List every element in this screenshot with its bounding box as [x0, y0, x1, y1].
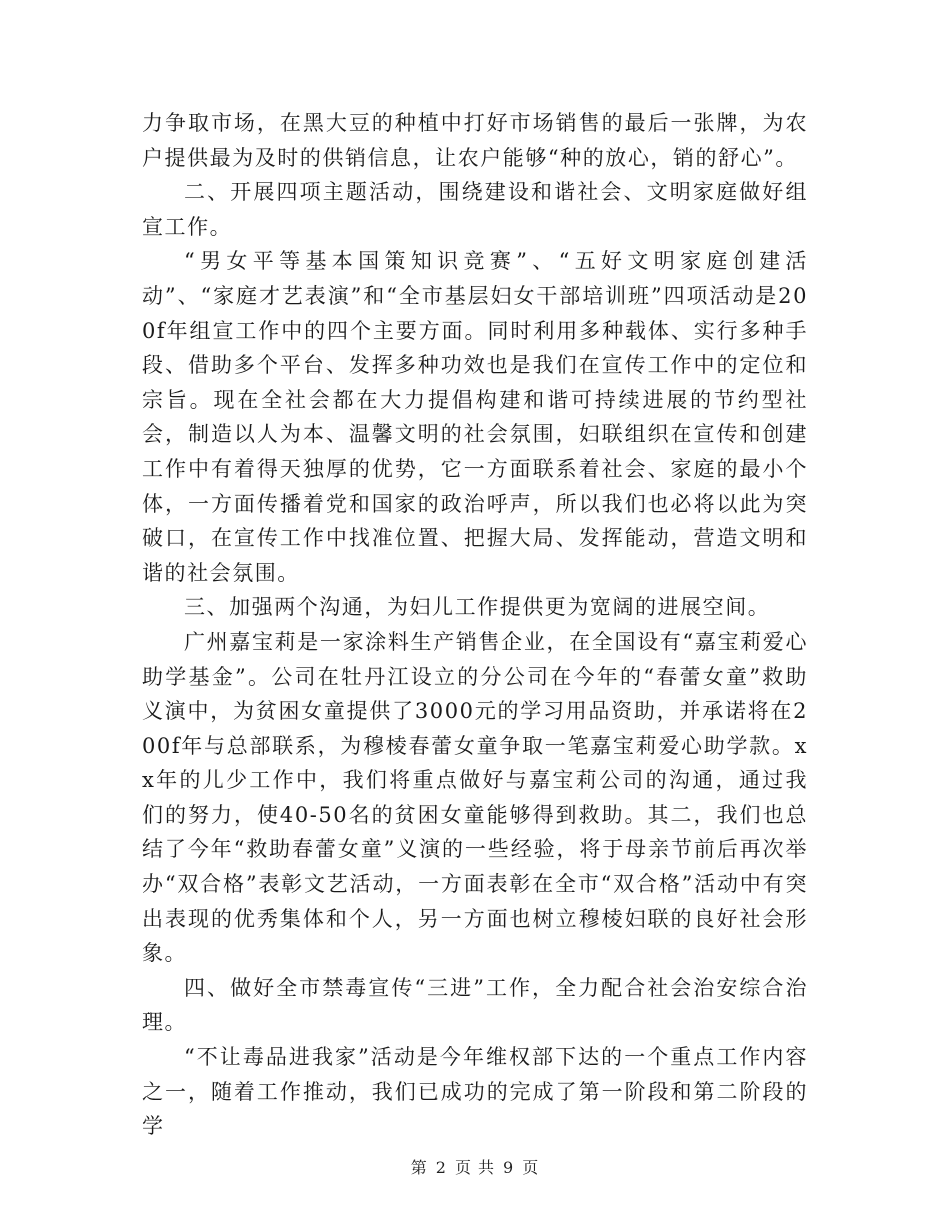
- paragraph: “不让毒品进我家”活动是今年维权部下达的一个重点工作内容之一，随着工作推动，我们已成功的完成了第一阶段和第二阶段的学: [142, 1045, 808, 1139]
- section-heading: 二、开展四项主题活动，围绕建设和谐社会、文明家庭做好组宣工作。: [142, 180, 808, 239]
- footer-middle: 页 共: [454, 1158, 496, 1177]
- footer-suffix: 页: [522, 1158, 540, 1177]
- paragraph: 广州嘉宝莉是一家涂料生产销售企业，在全国设有“嘉宝莉爱心助学基金”。公司在牡丹江设立的分公司在今年的“春蕾女童”救助义演中，为贫困女童提供了3000元的学习用品资助，并承诺将在200f年与总部联系，为穆棱春蕾女童争取一笔嘉宝莉爱心助学款。xx年的儿少工作中，我们将重点做好与嘉宝莉公司的沟通，通过我们的努力，使40-50名的贫困女童能够得到救助。其二，我们也总结了今年“救助春蕾女童”义演的一些经验，将于母亲节前后再次举办“双合格”表彰文艺活动，一方面表彰在全市“双合格”活动中有突出表现的优秀集体和个人，另一方面也树立穆棱妇联的良好社会形象。: [142, 629, 808, 966]
- page-footer: [0, 1155, 950, 1178]
- section-heading: 四、做好全市禁毒宣传“三进”工作，全力配合社会治安综合治理。: [142, 975, 808, 1035]
- page-number: 2: [435, 1158, 447, 1177]
- footer-prefix: 第: [410, 1158, 428, 1177]
- document-body: [142, 106, 808, 1144]
- section-heading: 三、加强两个沟通，为妇儿工作提供更为宽阔的进展空间。: [184, 595, 771, 620]
- paragraph: “男女平等基本国策知识竞赛”、“五好文明家庭创建活动”、“家庭才艺表演”和“全市基层妇女干部培训班”四项活动是200f年组宣工作中的四个主要方面。同时利用多种载体、实行多种手段、借助多个平台、发挥多种功效也是我们在宣传工作中的定位和宗旨。现在全社会都在大力提倡构建和谐可持续进展的节约型社会，制造以人为本、温馨文明的社会氛围，妇联组织在宣传和创建工作中有着得天独厚的优势，它一方面联系着社会、家庭的最小个体，一方面传播着党和国家的政治呼声，所以我们也必将以此为突破口，在宣传工作中找准位置、把握大局、发挥能动，营造文明和谐的社会氛围。: [142, 249, 808, 585]
- paragraph: 力争取市场，在黑大豆的种植中打好市场销售的最后一张牌，为农户提供最为及时的供销信息，让农户能够“种的放心，销的舒心”。: [142, 111, 808, 170]
- page-total: 9: [503, 1158, 515, 1177]
